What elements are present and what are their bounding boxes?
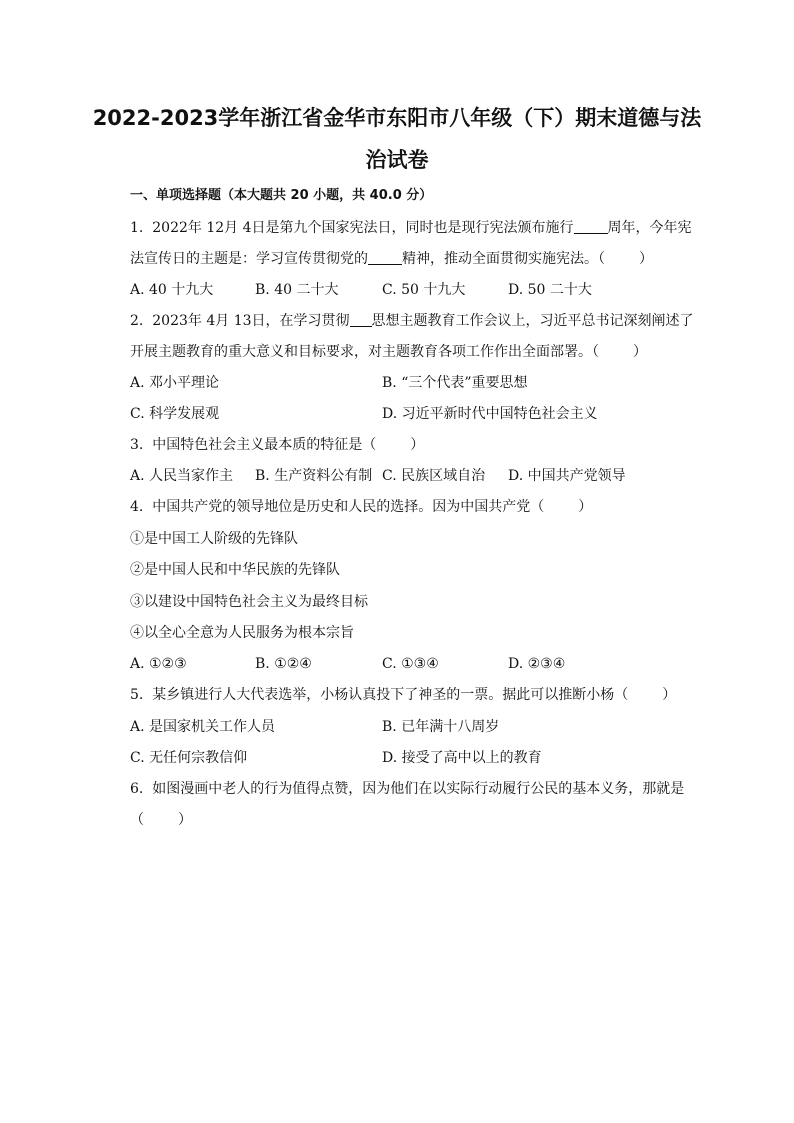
question-text: 2023年 4月 13日，在学习贯彻 [152,313,350,329]
q2-option-a: A. 邓小平理论 [130,375,220,391]
question-text: ） [410,437,425,453]
q2-option-d: D. 习近平新时代中国特色社会主义 [382,406,598,422]
q1-option-a: A. 40 十九大 [130,282,214,298]
q4-option-a: A. ①②③ [130,656,187,672]
question-text: ） [178,812,192,828]
question-number: 2. [130,313,144,329]
answer-blank [574,219,608,234]
question-text: ） [578,499,593,515]
q1-option-c: C. 50 十九大 [382,282,466,298]
q5-option-d: D. 接受了高中以上的教育 [382,750,542,766]
question-text: 中国特色社会主义最本质的特征是（ [152,437,377,453]
q4-option-d: D. ②③④ [508,656,566,672]
question-4-line-1 [130,498,592,516]
q4-option-b: B. ①②④ [255,656,312,672]
q2-option-b: B. “三个代表”重要思想 [382,375,528,391]
q4-statement-3: ③以建设中国特色社会主义为最终目标 [130,594,368,610]
question-text: ） [633,344,647,360]
q2-option-c: C. 科学发展观 [130,406,220,422]
q4-statement-4: ④以全心全意为人民服务为根本宗旨 [130,625,354,641]
question-text: 思想主题教育工作会议上，习近平总书记深刻阐述了 [371,313,694,329]
question-5-line-1 [130,686,676,704]
question-text: 开展主题教育的重大意义和目标要求，对主题教育各项工作作出全面部署。（ [130,344,599,360]
q5-option-b: B. 已年满十八周岁 [382,719,500,735]
question-2-line-1 [130,312,694,330]
q5-option-c: C. 无任何宗教信仰 [130,750,248,766]
question-2-line-2 [130,343,647,361]
question-6-line-1 [130,780,684,798]
question-3-line-1 [130,436,424,454]
question-text: （ [130,812,144,828]
q3-option-d: D. 中国共产党领导 [508,468,626,484]
q3-option-c: C. 民族区域自治 [382,468,486,484]
question-text: 精神，推动全面贯彻实施宪法。（ [402,251,605,267]
question-text: ） [639,251,653,267]
q4-statement-2: ②是中国人民和中华民族的先锋队 [130,562,340,578]
q3-option-a: A. 人民当家作主 [130,468,234,484]
answer-blank [368,250,402,265]
question-number: 5. [130,687,144,703]
q4-option-c: C. ①③④ [382,656,439,672]
question-text: 法宣传日的主题是：学习宣传贯彻党的 [130,251,368,267]
exam-title-line-1: 2022-2023学年浙江省金华市东阳市八年级（下）期末道德与法 [92,106,702,130]
question-number: 4. [130,499,144,515]
question-number: 3. [130,437,144,453]
question-text: ） [662,687,677,703]
q5-option-a: A. 是国家机关工作人员 [130,719,276,735]
question-1-line-2 [130,250,653,268]
q3-option-b: B. 生产资料公有制 [255,468,373,484]
question-text: 如图漫画中老人的行为值得点赞，因为他们在以实际行动履行公民的基本义务，那就是 [152,781,685,797]
question-text: 中国共产党的领导地位是历史和人民的选择。因为中国共产党（ [152,499,545,515]
question-number: 6. [130,781,144,797]
q1-option-d: D. 50 二十大 [508,282,592,298]
q1-option-b: B. 40 二十大 [255,282,339,298]
answer-blank [350,312,372,327]
section-heading: 一、单项选择题（本大题共 20 小题，共 40.0 分） [130,188,433,203]
question-text: 周年，今年宪 [607,220,692,236]
question-text: 某乡镇进行人大代表选举，小杨认真投下了神圣的一票。据此可以推断小杨（ [152,687,629,703]
question-text: 2022年 12月 4日是第九个国家宪法日，同时也是现行宪法颁布施行 [152,220,574,236]
exam-title-line-2: 治试卷 [365,148,429,172]
question-number: 1. [130,220,144,236]
question-6-line-2 [130,811,192,829]
q4-statement-1: ①是中国工人阶级的先锋队 [130,531,298,547]
question-1-line-1 [130,219,692,237]
